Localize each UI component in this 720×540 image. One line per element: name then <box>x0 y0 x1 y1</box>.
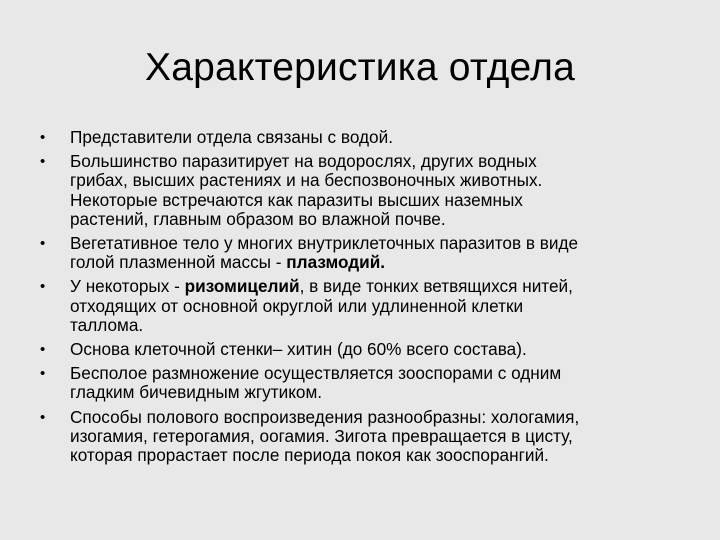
bullet-text: Бесполое размножение осуществляется зооспорами с одним <box>70 363 562 384</box>
bullet-text: Большинство паразитирует на водорослях, других водных <box>70 151 537 172</box>
bullet-item <box>40 128 680 147</box>
bullet-text: которая прорастает после периода покоя как зооспорангий. <box>70 445 549 466</box>
bullet-text-line <box>70 277 680 296</box>
bullet-text: Вегетативное тело у многих внутриклеточных паразитов в виде <box>70 233 579 254</box>
bullet-text: Представители отдела связаны с водой. <box>70 127 393 147</box>
bullet-text: Некоторые встречаются как паразиты высших наземных <box>70 189 523 210</box>
bullet-item <box>40 408 680 466</box>
bullet-item <box>40 340 680 359</box>
slide-title: Характеристика отдела <box>145 46 575 89</box>
bullet-text: изогамия, гетерогамия, оогамия. Зигота превращается в цисту, <box>70 425 573 446</box>
bullet-text: Основа клеточной стенки– хитин (до 60% всего состава). <box>70 339 527 360</box>
bullet-icon: • <box>40 278 46 296</box>
bullet-icon: • <box>40 235 46 253</box>
bullet-text: , в виде тонких ветвящихся нитей, <box>299 276 573 297</box>
bullet-text: грибах, высших растениях и на беспозвоночных животных. <box>70 170 543 191</box>
bullet-text: таллома. <box>70 314 144 335</box>
bullet-text-line <box>70 253 680 272</box>
bullet-item <box>40 234 680 272</box>
bullet-item <box>40 364 680 402</box>
bullet-list <box>40 128 680 470</box>
bullet-icon: • <box>40 129 46 146</box>
bullet-icon: • <box>40 365 46 383</box>
bullet-text: растений, главным образом во влажной почве. <box>70 208 446 229</box>
bullet-text: У некоторых - <box>70 276 185 297</box>
bullet-icon: • <box>40 153 46 171</box>
bullet-icon: • <box>40 408 46 426</box>
bullet-text: голой плазменной массы - <box>70 252 287 273</box>
bullet-text: отходящих от основной округлой или удлиненной клетки <box>70 295 524 316</box>
bullet-item <box>40 152 680 229</box>
bullet-text: гладким бичевидным жгутиком. <box>70 382 323 403</box>
bullet-item <box>40 277 680 335</box>
bullet-icon: • <box>40 341 46 359</box>
bold-term-plasmodium: плазмодий. <box>286 252 386 273</box>
bold-term-rhizomycelium: ризомицелий <box>184 276 300 297</box>
bullet-text: Способы полового воспроизведения разнообразны: хологамия, <box>70 406 580 427</box>
